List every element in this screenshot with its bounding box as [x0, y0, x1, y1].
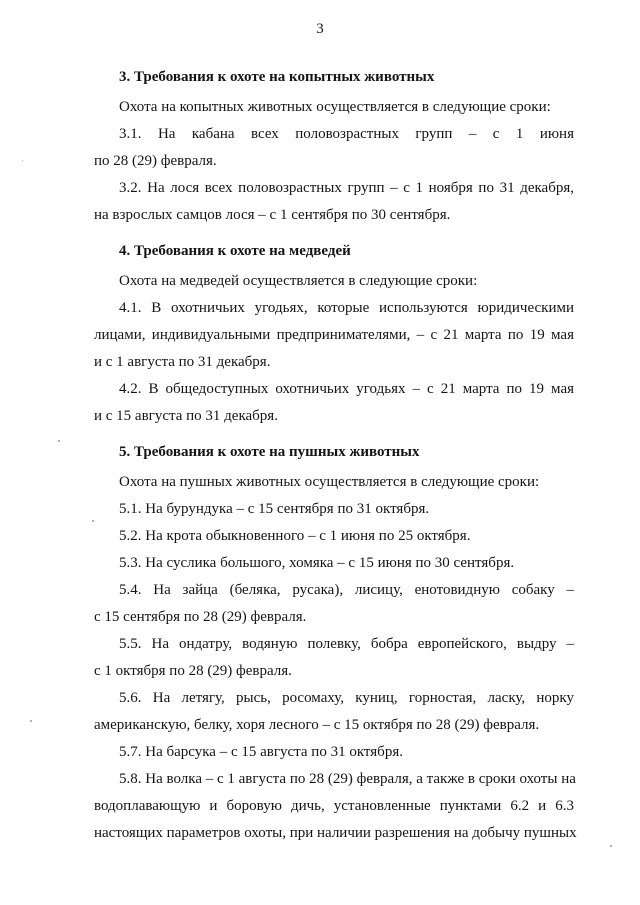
- section-heading: 4. Требования к охоте на медведей: [119, 243, 351, 259]
- paragraph-line: и с 15 августа по 31 декабря.: [94, 408, 278, 424]
- section-heading: 3. Требования к охоте на копытных животных: [119, 69, 435, 85]
- paragraph-line: 3.2. На лося всех половозрастных групп – с 1 ноября по 31 декабря,: [119, 180, 574, 196]
- paragraph-line: лицами, индивидуальными предпринимателями, – с 21 марта по 19 мая: [94, 327, 574, 343]
- section-intro: Охота на пушных животных осуществляется в следующие сроки:: [119, 474, 540, 490]
- paragraph-line: 5.6. На летягу, рысь, росомаху, куниц, горностая, ласку, норку: [119, 690, 574, 706]
- scan-speck: [58, 440, 60, 442]
- paragraph-line: 5.4. На зайца (беляка, русака), лисицу, енотовидную собаку –: [119, 582, 574, 598]
- paragraph-line: 5.5. На ондатру, водяную полевку, бобра европейского, выдру –: [119, 636, 574, 652]
- paragraph-line: 5.7. На барсука – с 15 августа по 31 октября.: [119, 744, 403, 760]
- paragraph-line: водоплавающую и боровую дичь, установленные пунктами 6.2 и 6.3: [94, 798, 574, 814]
- paragraph-line: 4.1. В охотничьих угодьях, которые используются юридическими: [119, 300, 574, 316]
- paragraph-line: 5.1. На бурундука – с 15 сентября по 31 октября.: [119, 501, 430, 517]
- paragraph-line: 5.8. На волка – с 1 августа по 28 (29) февраля, а также в сроки охоты на: [119, 771, 576, 787]
- paragraph-line: 5.2. На крота обыкновенного – с 1 июня по 25 октября.: [119, 528, 471, 544]
- page-number: 3: [316, 21, 324, 37]
- paragraph-line: с 1 октября по 28 (29) февраля.: [94, 663, 292, 679]
- paragraph-line: настоящих параметров охоты, при наличии разрешения на добычу пушных: [94, 825, 577, 841]
- paragraph-line: по 28 (29) февраля.: [94, 153, 217, 169]
- document-body: [94, 61, 577, 847]
- scan-speck: [22, 160, 23, 161]
- paragraph-line: на взрослых самцов лося – с 1 сентября по 30 сентября.: [94, 207, 451, 223]
- paragraph-line: и с 1 августа по 31 декабря.: [94, 354, 271, 370]
- section-heading: 5. Требования к охоте на пушных животных: [119, 444, 420, 460]
- paragraph-line: с 15 сентября по 28 (29) февраля.: [94, 609, 307, 625]
- section-intro: Охота на копытных животных осуществляется в следующие сроки:: [119, 99, 551, 115]
- paragraph-line: американскую, белку, хоря лесного – с 15 октября по 28 (29) февраля.: [94, 717, 540, 733]
- paragraph-line: 4.2. В общедоступных охотничьих угодьях – с 21 марта по 19 мая: [119, 381, 574, 397]
- scan-speck: [610, 845, 612, 847]
- paragraph-line: 3.1. На кабана всех половозрастных групп – с 1 июня: [119, 126, 574, 142]
- section-intro: Охота на медведей осуществляется в следующие сроки:: [119, 273, 478, 289]
- scan-speck: [30, 720, 32, 722]
- paragraph-line: 5.3. На суслика большого, хомяка – с 15 июня по 30 сентября.: [119, 555, 515, 571]
- scan-speck: [92, 520, 94, 522]
